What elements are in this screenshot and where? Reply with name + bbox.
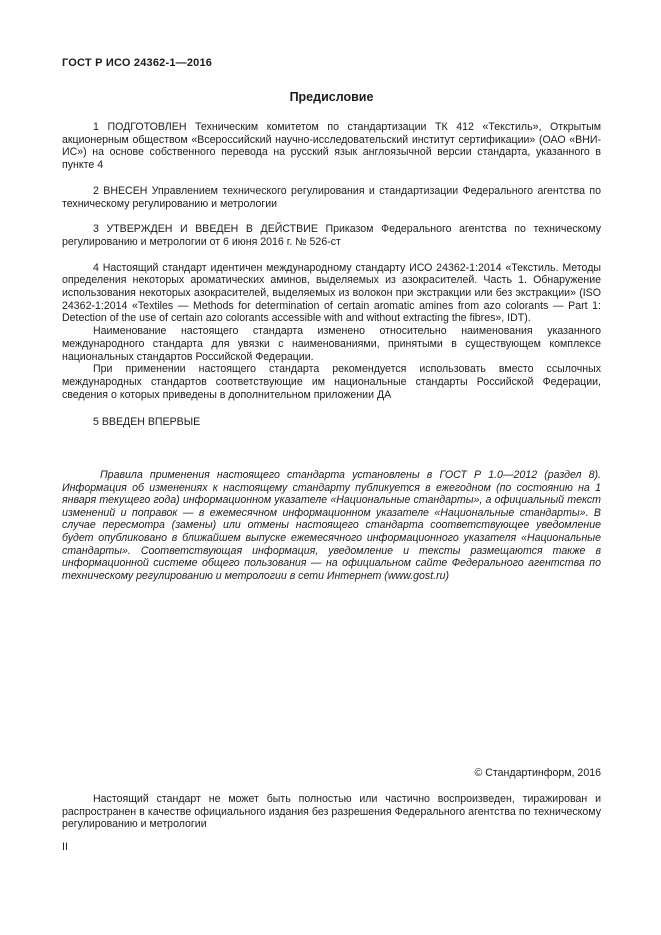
foreword-item-1: 1 ПОДГОТОВЛЕН Техническим комитетом по стандартизации ТК 412 «Текстиль», Открытым акционерным обществом «Всероссийский научно-исследовательский институт сертификации» (ОАО «ВНИ-ИС») на основе собственного перевода на русский язык англоязычной версии стандарта, указанного в пункте 4 <box>62 121 601 172</box>
foreword-item-4-note-1: Наименование настоящего стандарта изменено относительно наименования указанного международного стандарта для увязки с наименованиями, принятыми в существующем комплексе национальных стандартов Российской Федерации. <box>62 325 601 363</box>
section-title: Предисловие <box>289 90 374 104</box>
foreword-item-3: 3 УТВЕРЖДЕН И ВВЕДЕН В ДЕЙСТВИЕ Приказом Федерального агентства по техническому регулированию и метрологии от 6 июня 2016 г. № 526-ст <box>62 223 601 248</box>
foreword-item-5: 5 ВВЕДЕН ВПЕРВЫЕ <box>93 416 201 429</box>
foreword-item-2: 2 ВНЕСЕН Управлением технического регулирования и стандартизации Федерального агентства по техническому регулированию и метрологии <box>62 184 601 210</box>
application-rules-note: Правила применения настоящего стандарта установлены в ГОСТ Р 1.0—2012 (раздел 8). Информация об изменениях к настоящему стандарту публикуется в ежегодном (по состоянию на 1 января текущего года) информационном указателе «Национальные стандарты», а официальный текст изменений и поправок — в ежемесячном информационном указателе «Национальные стандарты». В случае пересмотра (замены) или отмены настоящего стандарта соответствующее уведомление будет опубликовано в ближайшем выпуске ежемесячного информационного указателя «Национальные стандарты». Соответствующая информация, уведомление и тексты размещаются также в информационной системе общего пользования — на официальном сайте Федерального агентства по техническому регулированию и метрологии в сети Интернет (www.gost.ru) <box>62 469 601 582</box>
page-number: II <box>62 841 68 853</box>
foreword-item-4-note-2: При применении настоящего стандарта рекомендуется использовать вместо ссылочных международных стандартов соответствующие им национальные стандарты Российской Федерации, сведения о которых приведены в дополнительном приложении ДА <box>62 363 601 401</box>
foreword-item-4: 4 Настоящий стандарт идентичен международному стандарту ИСО 24362-1:2014 «Текстиль. Методы определения некоторых ароматических аминов, выделяемых из азокрасителей. Часть 1. Обнаружение использования некоторых азокрасителей, выделяемых из волокон при экстракции или без экстракции» (ISO 24362-1:2014 «Textiles — Methods for determination of certain aromatic amines from azo colorants — Part 1: Detection of the use of certain azo colorants accessible with and without extracting the fibres», IDT). <box>62 261 601 325</box>
reproduction-restriction-notice: Настоящий стандарт не может быть полностью или частично воспроизведен, тиражирован и распространен в качестве официального издания без разрешения Федерального агентства по техническому регулированию и метрологии <box>62 793 601 831</box>
doc-code-header: ГОСТ Р ИСО 24362-1—2016 <box>62 57 213 69</box>
copyright-notice: © Стандартинформ, 2016 <box>474 767 601 779</box>
